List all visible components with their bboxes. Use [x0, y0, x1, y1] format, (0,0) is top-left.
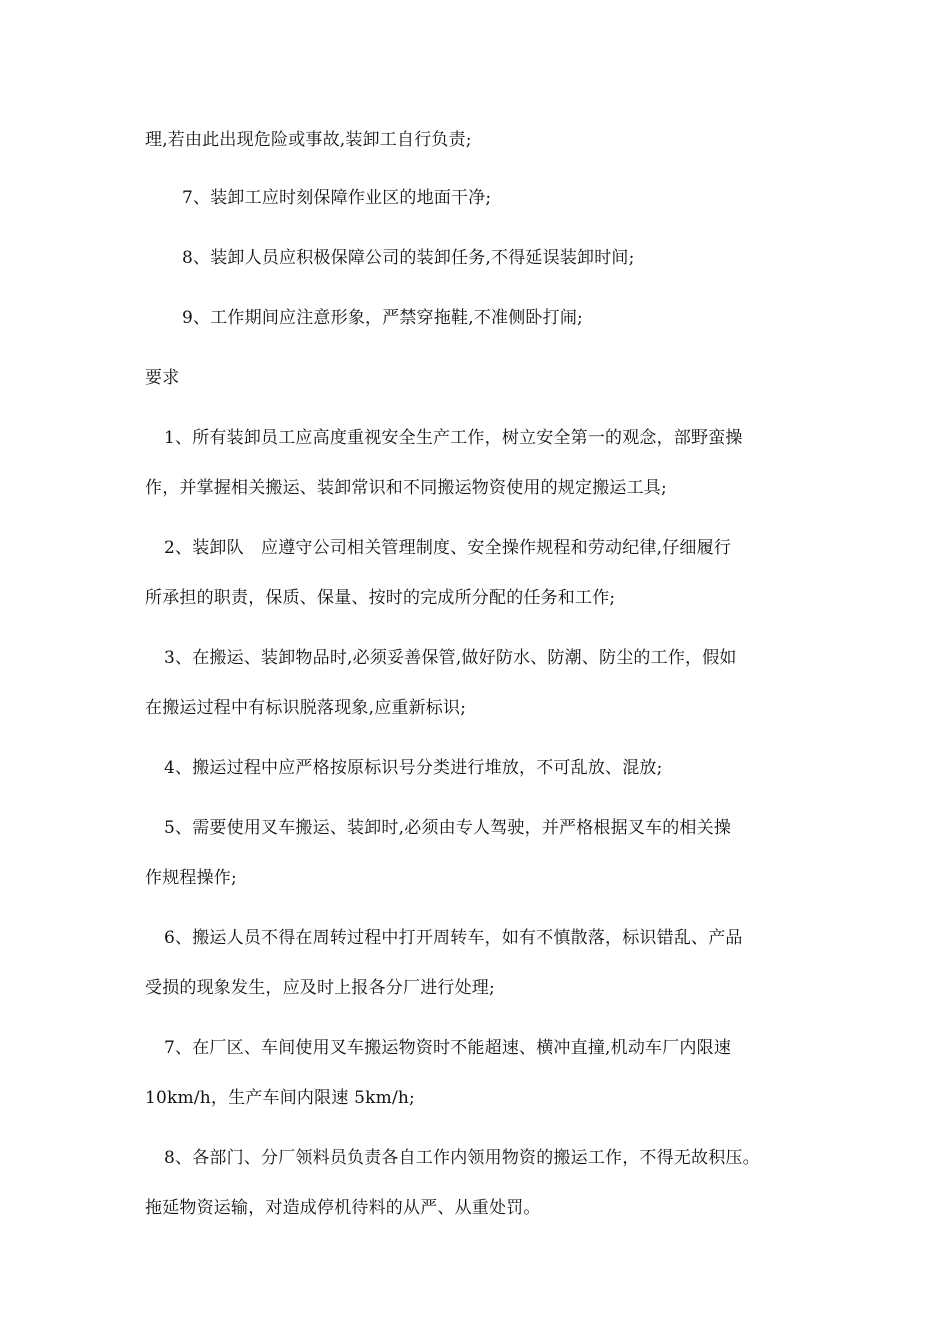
section-title: 要求: [145, 368, 180, 388]
requirement-1-line-2: 作，并掌握相关搬运、装卸常识和不同搬运物资使用的规定搬运工具;: [145, 478, 667, 498]
requirement-5-line-1: 5、需要使用叉车搬运、装卸时,必须由专人驾驶，并严格根据叉车的相关操: [164, 818, 732, 838]
requirement-1-line-1: 1、所有装卸员工应高度重视安全生产工作，树立安全第一的观念，部野蛮操: [164, 428, 743, 448]
text-line-item-7: 7、装卸工应时刻保障作业区的地面干净;: [182, 188, 492, 208]
requirement-4-line-1: 4、搬运过程中应严格按原标识号分类进行堆放，不可乱放、混放;: [164, 758, 663, 778]
text-line-item-9: 9、工作期间应注意形象，严禁穿拖鞋,不准侧卧打闹;: [182, 308, 583, 328]
text-line-item-8: 8、装卸人员应积极保障公司的装卸任务,不得延误装卸时间;: [182, 248, 635, 268]
requirement-3-line-2: 在搬运过程中有标识脱落现象,应重新标识;: [145, 698, 467, 718]
requirement-8-line-2: 拖延物资运输，对造成停机待料的从严、从重处罚。: [145, 1198, 541, 1218]
requirement-6-line-1: 6、搬运人员不得在周转过程中打开周转车，如有不慎散落，标识错乱、产品: [164, 928, 743, 948]
requirement-7-line-2: 10km/h，生产车间内限速 5km/h;: [145, 1088, 415, 1108]
requirement-5-line-2: 作规程操作;: [145, 868, 237, 888]
requirement-2-line-1: 2、装卸队 应遵守公司相关管理制度、安全操作规程和劳动纪律,仔细履行: [164, 538, 732, 558]
requirement-6-line-2: 受损的现象发生，应及时上报各分厂进行处理;: [145, 978, 495, 998]
requirement-8-line-1: 8、各部门、分厂领料员负责各自工作内领用物资的搬运工作，不得无故积压。: [164, 1148, 760, 1168]
requirement-3-line-1: 3、在搬运、装卸物品时,必须妥善保管,做好防水、防潮、防尘的工作，假如: [164, 648, 737, 668]
requirement-2-line-2: 所承担的职责，保质、保量、按时的完成所分配的任务和工作;: [145, 588, 616, 608]
text-line-intro-1: 理,若由此出现危险或事故,装卸工自行负责;: [145, 130, 472, 150]
requirement-7-line-1: 7、在厂区、车间使用叉车搬运物资时不能超速、横冲直撞,机动车厂内限速: [164, 1038, 732, 1058]
